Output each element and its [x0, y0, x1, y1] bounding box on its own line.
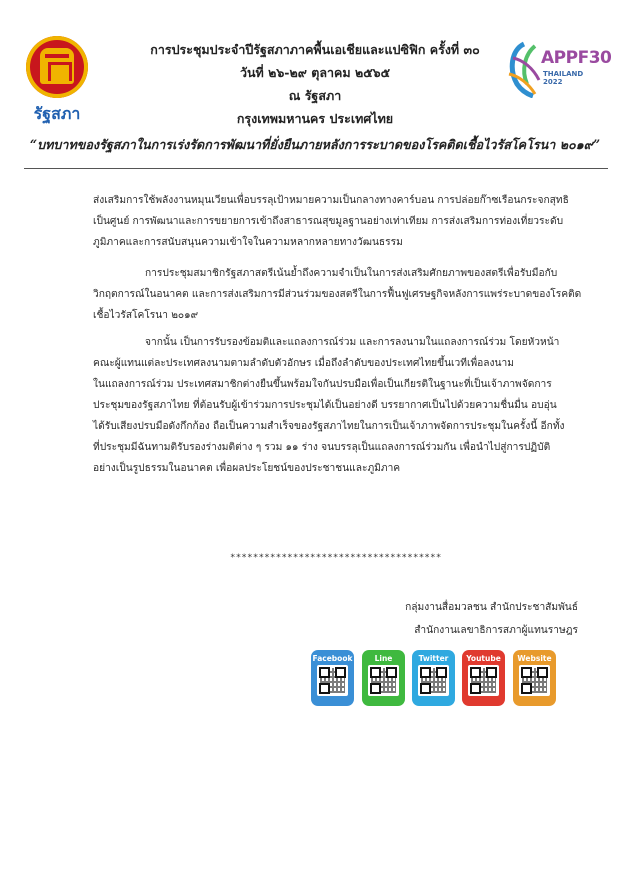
paragraph-line: ได้รับเสียงปรบมือดังกึกก้อง ถือเป็นความสำเร็จของรัฐสภาไทยในการเป็นเจ้าภาพจัดการประชุมในครั้งนี้ อีกทั้ง: [93, 421, 565, 432]
paragraph-line: จากนั้น เป็นการรับรองข้อมติและแถลงการณ์ร่วม และการลงนามในแถลงการณ์ร่วม โดยหัวหน้า: [145, 337, 560, 348]
qr-code-icon: [519, 665, 550, 696]
parliament-logo: [22, 36, 92, 128]
line-label: Line: [374, 654, 393, 663]
facebook-label: Facebook: [312, 654, 353, 663]
paragraph-line: การประชุมสมาชิกรัฐสภาสตรีเน้นย้ำถึงความจำเป็นในการส่งเสริมศักยภาพของสตรีเพื่อรับมือกับ: [145, 268, 558, 279]
header-venue: ณ รัฐสภา: [288, 88, 342, 103]
website-label: Website: [517, 654, 552, 663]
header-title-line1: การประชุมประจำปีรัฐสภาภาคพื้นเอเชียและแปซิฟิก ครั้งที่ ๓๐: [150, 42, 480, 57]
qr-code-icon: [468, 665, 499, 696]
line-qr-card[interactable]: [362, 650, 405, 706]
paragraph-line: อย่างเป็นรูปธรรมในอนาคต เพื่อผลประโยชน์ของประชาชนและภูมิภาค: [93, 463, 401, 474]
document-subtitle: “บทบาทของรัฐสภาในการเร่งรัดการพัฒนาที่ยั่งยืนภายหลังการระบาดของโรคติดเชื้อไวรัสโคโรนา ๒๐๑๙”: [29, 137, 601, 152]
paragraph-line: คณะผู้แทนแต่ละประเทศลงนามตามลำดับตัวอักษร เมื่อถึงลำดับของประเทศไทยขึ้นเวทีเพื่อลงนาม: [93, 358, 514, 369]
appf-logo-text: APPF30: [541, 48, 612, 68]
youtube-qr-card[interactable]: [462, 650, 505, 706]
parliament-seal-icon: [26, 36, 88, 98]
youtube-label: Youtube: [466, 654, 501, 663]
header-divider: [24, 168, 608, 169]
header-date: วันที่ ๒๖-๒๙ ตุลาคม ๒๕๖๕: [239, 65, 391, 80]
paragraph-line: ในแถลงการณ์ร่วม ประเทศสมาชิกต่างยืนขึ้นพร้อมใจกันปรบมือเพื่อเป็นเกียรติในฐานะที่เป็นเจ้าภาพจัดการ: [93, 379, 552, 390]
appf-logo-subtext: THAILAND 2022: [543, 70, 584, 86]
header-city: กรุงเทพมหานคร ประเทศไทย: [236, 111, 394, 126]
parliament-logo-text: รัฐสภา: [33, 104, 81, 123]
appf30-logo: [505, 40, 612, 100]
qr-code-icon: [418, 665, 449, 696]
twitter-qr-card[interactable]: [412, 650, 455, 706]
paragraph-line: ภูมิภาคและการสนับสนุนความเข้าใจในความหลากหลายทางวัฒนธรรม: [93, 237, 403, 248]
signature-department: กลุ่มงานสื่อมวลชน สำนักประชาสัมพันธ์: [405, 602, 578, 613]
paragraph-line: ที่ประชุมมีฉันทามติรับรองร่างมติต่าง ๆ รวม ๑๑ ร่าง จนบรรลุเป็นแถลงการณ์ร่วมกัน เพื่อนำไปสู่การปฏิบัติ: [93, 442, 551, 453]
website-qr-card[interactable]: [513, 650, 556, 706]
paragraph-line: ประชุมของรัฐสภาไทย ที่ต้อนรับผู้เข้าร่วมการประชุมได้เป็นอย่างดี บรรยากาศเป็นไปด้วยความชื่นมื่น อบอุ่น: [93, 400, 557, 411]
paragraph-line: เป็นศูนย์ การพัฒนาและการขยายการเข้าถึงสาธารณสุขมูลฐานอย่างเท่าเทียม การส่งเสริมการท่องเที่ยวระดับ: [93, 216, 564, 227]
paragraph-line: เชื้อไวรัสโคโรนา ๒๐๑๙: [93, 310, 199, 321]
paragraph-2: [93, 263, 583, 326]
paragraph-line: ส่งเสริมการใช้พลังงานหมุนเวียนเพื่อบรรลุเป้าหมายความเป็นกลางทางคาร์บอน การปล่อยก๊าซเรือนกระจกสุทธิ: [93, 195, 569, 206]
twitter-label: Twitter: [418, 654, 449, 663]
paragraph-1: [93, 190, 583, 253]
signature-office: สำนักงานเลขาธิการสภาผู้แทนราษฎร: [414, 625, 578, 636]
facebook-qr-card[interactable]: [311, 650, 354, 706]
qr-code-icon: [368, 665, 399, 696]
section-divider-stars: *************************************: [230, 553, 442, 563]
paragraph-line: วิกฤตการณ์ในอนาคต และการส่งเสริมการมีส่วนร่วมของสตรีในการฟื้นฟูเศรษฐกิจหลังการแพร่ระบาดของโรคติด: [93, 289, 582, 300]
qr-code-icon: [317, 665, 348, 696]
paragraph-3: [93, 332, 583, 479]
